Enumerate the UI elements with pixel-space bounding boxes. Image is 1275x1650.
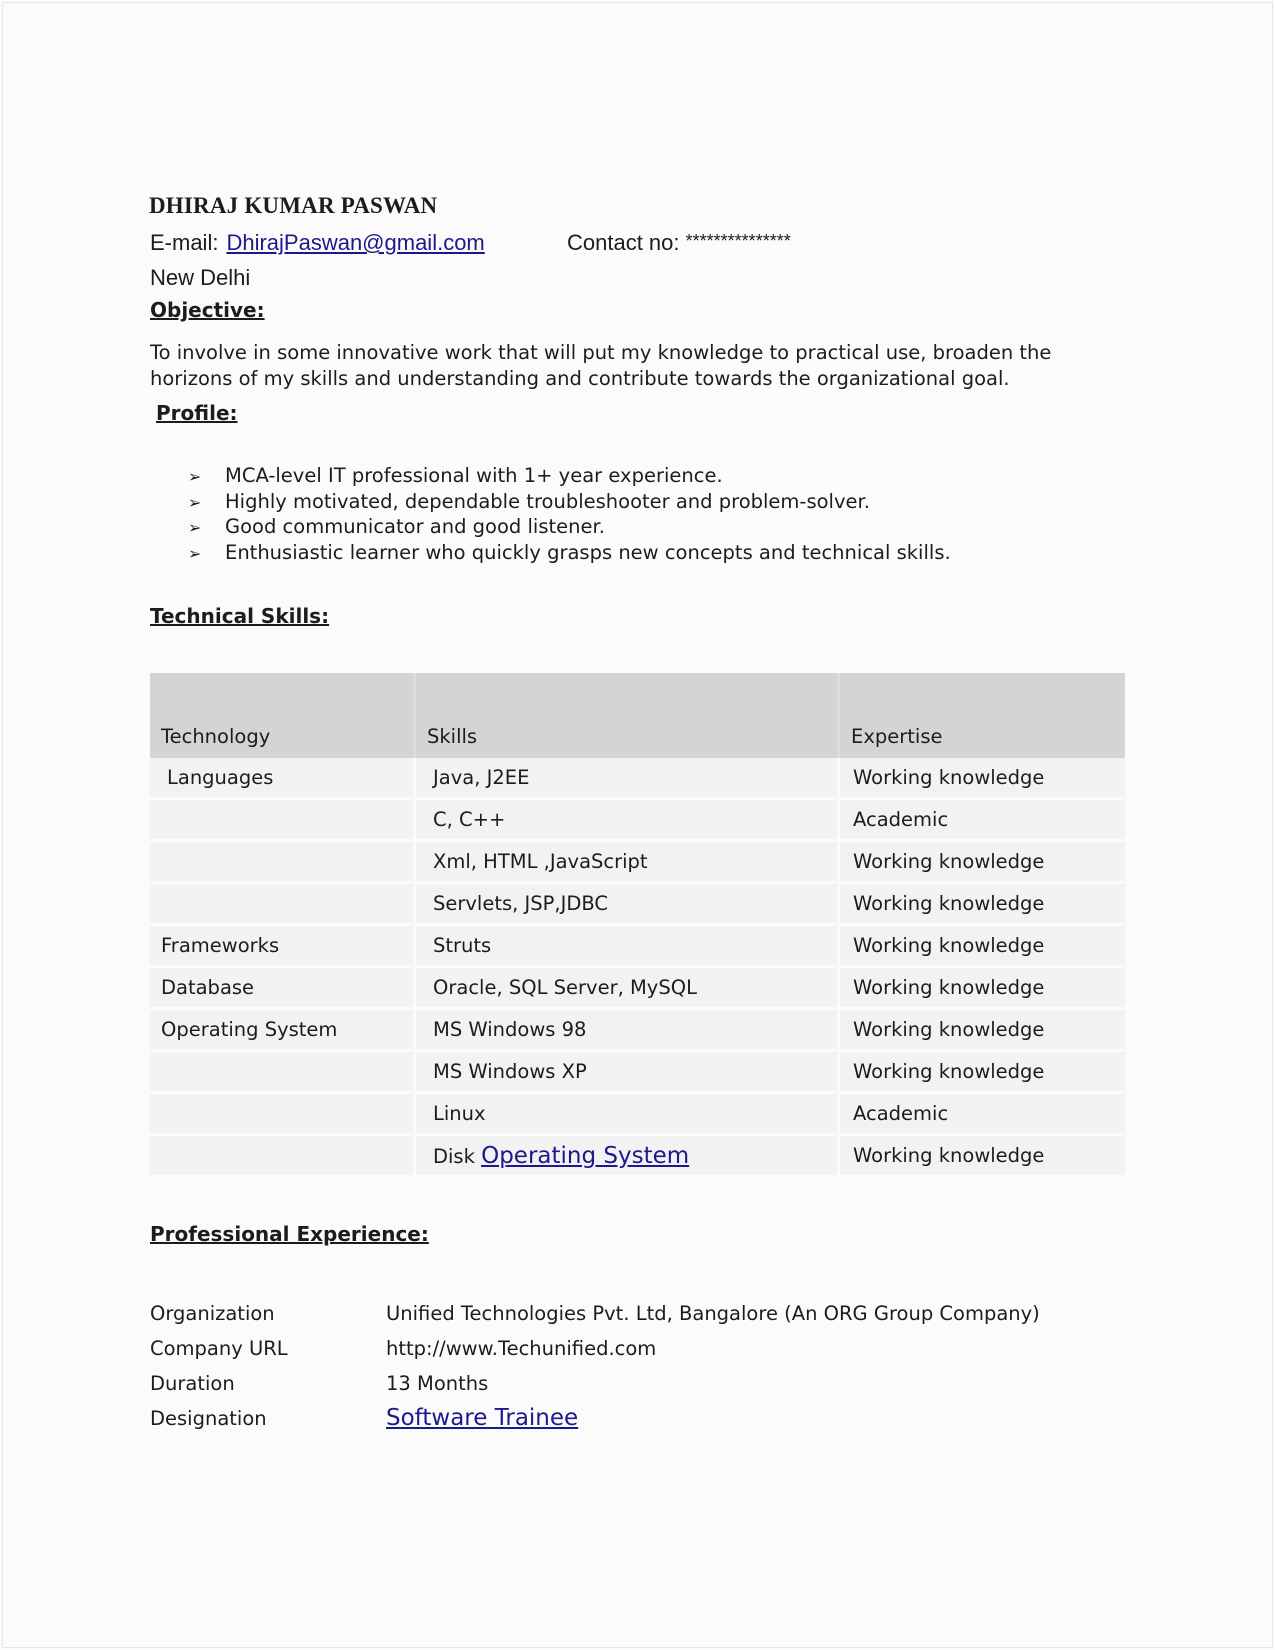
table-row [150,758,1125,800]
expertise-cell: Working knowledge [840,1010,1125,1052]
profile-list [188,463,951,565]
skills-cell: Oracle, SQL Server, MySQL [416,968,840,1010]
table-row [150,1010,1125,1052]
technology-cell [150,884,416,926]
experience-details [150,1296,1040,1436]
arrow-bullet-icon: ➢ [188,518,202,537]
skills-cell [416,1136,840,1178]
list-item [188,540,951,566]
arrow-bullet-icon: ➢ [188,492,202,512]
table-row [150,884,1125,926]
experience-row-company-url [150,1331,1040,1366]
objective-text: To involve in some innovative work that will put my knowledge to practical use, broaden the horizons of my skills and understanding and contribute towards the organizational goal. [150,341,1052,390]
table-row [150,1136,1125,1178]
organization-label: Organization [150,1302,275,1325]
skills-cell: Xml, HTML ,JavaScript [416,842,840,884]
contact-label: Contact no: [567,230,680,255]
expertise-cell: Working knowledge [840,1052,1125,1094]
company-url-value: http://www.Techunified.com [386,1337,657,1360]
table-row [150,842,1125,884]
skills-cell: Servlets, JSP,JDBC [416,884,840,926]
technology-cell: Operating System [150,1010,416,1052]
technology-cell [150,1052,416,1094]
organization-value: Unified Technologies Pvt. Ltd, Bangalore (An ORG Group Company) [386,1302,1040,1325]
profile-item-text: Highly motivated, dependable troubleshooter and problem-solver. [225,489,870,513]
technology-cell [150,1136,416,1178]
arrow-bullet-icon: ➢ [188,467,202,486]
list-item [188,514,951,540]
column-header-expertise: Expertise [840,673,1125,758]
email-link[interactable]: DhirajPaswan@gmail.com [226,230,485,255]
designation-link[interactable]: Software Trainee [386,1405,579,1431]
experience-row-organization [150,1296,1040,1331]
technology-cell [150,1094,416,1136]
table-row [150,800,1125,842]
operating-system-link[interactable]: Operating System [481,1142,690,1169]
expertise-cell: Academic [840,1094,1125,1136]
objective-heading: Objective: [150,298,265,322]
table-header-row [150,673,1125,758]
arrow-bullet-icon: ➢ [188,543,202,563]
skills-text: Disk [433,1144,475,1168]
skills-cell: MS Windows 98 [416,1010,840,1052]
table-row [150,1094,1125,1136]
duration-value: 13 Months [386,1372,489,1395]
expertise-cell: Working knowledge [840,884,1125,926]
expertise-cell: Working knowledge [840,926,1125,968]
skills-cell: Java, J2EE [416,758,840,800]
technology-cell: Languages [150,758,416,800]
skills-cell: Linux [416,1094,840,1136]
technology-cell [150,842,416,884]
technical-skills-heading: Technical Skills: [150,604,330,628]
expertise-cell: Academic [840,800,1125,842]
skills-cell: C, C++ [416,800,840,842]
column-header-technology: Technology [150,673,416,758]
email-label: E-mail: [150,230,219,255]
skills-table [150,673,1125,1178]
expertise-cell: Working knowledge [840,968,1125,1010]
duration-label: Duration [150,1372,235,1395]
expertise-cell: Working knowledge [840,842,1125,884]
profile-item-text: MCA-level IT professional with 1+ year experience. [225,464,723,487]
profile-item-text: Good communicator and good listener. [225,515,605,538]
skills-cell: MS Windows XP [416,1052,840,1094]
contact-value: *************** [685,231,791,251]
city: New Delhi [150,265,251,290]
list-item [188,463,951,489]
column-header-skills: Skills [416,673,840,758]
skills-cell: Struts [416,926,840,968]
technology-cell: Frameworks [150,926,416,968]
candidate-name: DHIRAJ KUMAR PASWAN [149,193,438,218]
professional-experience-heading: Professional Experience: [150,1222,429,1246]
experience-row-duration [150,1366,1040,1401]
expertise-cell: Working knowledge [840,758,1125,800]
designation-label: Designation [150,1407,267,1430]
technology-cell [150,800,416,842]
email-line [150,230,485,256]
contact-line [567,230,791,256]
company-url-label: Company URL [150,1337,288,1360]
table-row [150,968,1125,1010]
table-row [150,926,1125,968]
experience-row-designation [150,1401,1040,1436]
profile-item-text: Enthusiastic learner who quickly grasps new concepts and technical skills. [225,540,951,564]
expertise-cell: Working knowledge [840,1136,1125,1178]
table-row [150,1052,1125,1094]
technology-cell: Database [150,968,416,1010]
list-item [188,489,951,515]
profile-heading: Profile: [156,401,238,425]
